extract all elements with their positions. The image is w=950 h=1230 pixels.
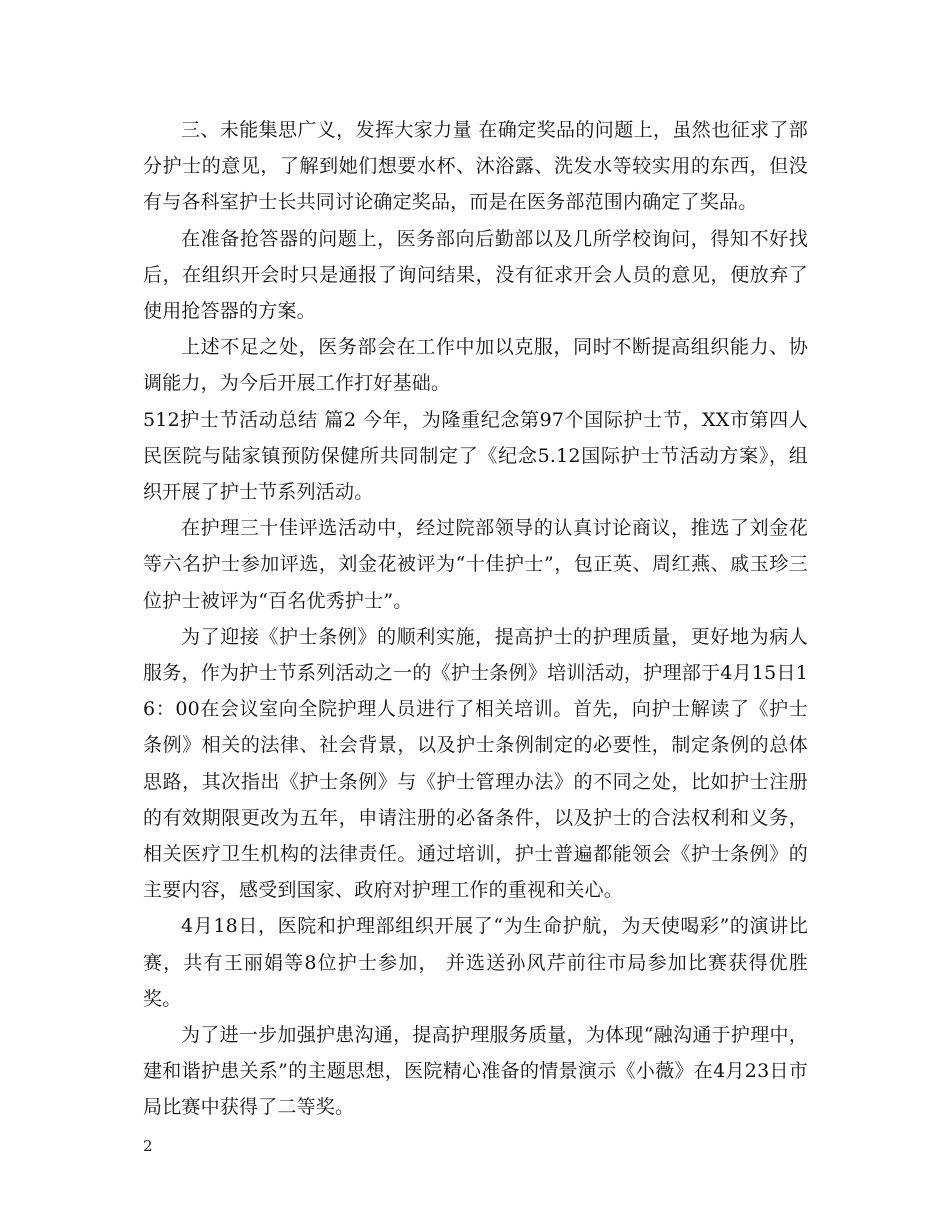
paragraph-2: 在准备抢答器的问题上，医务部向后勤部以及几所学校询问，得知不好找后，在组织开会时只是通报了询问结果，没有征求开会人员的意见，便放弃了使用抢答器的方案。 bbox=[143, 227, 808, 323]
paragraph-5: 在护理三十佳评选活动中，经过院部领导的认真讨论商议，推选了刘金花等六名护士参加评选，刘金花被评为“十佳护士”，包正英、周红燕、戚玉珍三位护士被评为“百名优秀护士”。 bbox=[143, 517, 808, 612]
paragraph-7: 4月18日，医院和护理部组织开展了“为生命护航，为天使喝彩”的演讲比赛，共有王丽娟等8位护士参加， 并选送孙风芹前往市局参加比赛获得优胜奖。 bbox=[143, 915, 808, 1010]
page-number: 2 bbox=[143, 1137, 153, 1155]
paragraph-8: 为了进一步加强护患沟通，提高护理服务质量，为体现“融沟通于护理中，建和谐护患关系”的主题思想，医院精心准备的情景演示《小薇》在4月23日市局比赛中获得了二等奖。 bbox=[143, 1024, 808, 1119]
paragraph-6: 为了迎接《护士条例》的顺利实施，提高护士的护理质量，更好地为病人服务，作为护士节系列活动之一的《护士条例》培训活动，护理部于4月15日16：00在会议室向全院护理人员进行了相关培训。首先，向护士解读了《护士条例》相关的法律、社会背景，以及护士条例制定的必要性，制定条例的总体思路，其次指出《护士条例》与《护士管理办法》的不同之处，比如护士注册的有效期限更改为五年，申请注册的必备条件，以及护士的合法权利和义务，相关医疗卫生机构的法律责任。通过培训，护士普遍都能领会《护士条例》的主要内容，感受到国家、政府对护理工作的重视和关心。 bbox=[143, 625, 808, 902]
document-body bbox=[143, 112, 808, 1126]
paragraph-1: 三、未能集思广义，发挥大家力量 在确定奖品的问题上，虽然也征求了部分护士的意见，了解到她们想要水杯、沐浴露、洗发水等较实用的东西，但没有与各科室护士长共同讨论确定奖品，而是在医务部范围内确定了奖品。 bbox=[143, 119, 808, 214]
paragraph-4-section-heading: 512护士节活动总结 篇2 今年，为隆重纪念第97个国际护士节，XX市第四人民医院与陆家镇预防保健所共同制定了《纪念5.12国际护士节活动方案》，组织开展了护士节系列活动。 bbox=[143, 408, 808, 504]
paragraph-3: 上述不足之处，医务部会在工作中加以克服，同时不断提高组织能力、协调能力，为今后开展工作打好基础。 bbox=[143, 336, 808, 395]
